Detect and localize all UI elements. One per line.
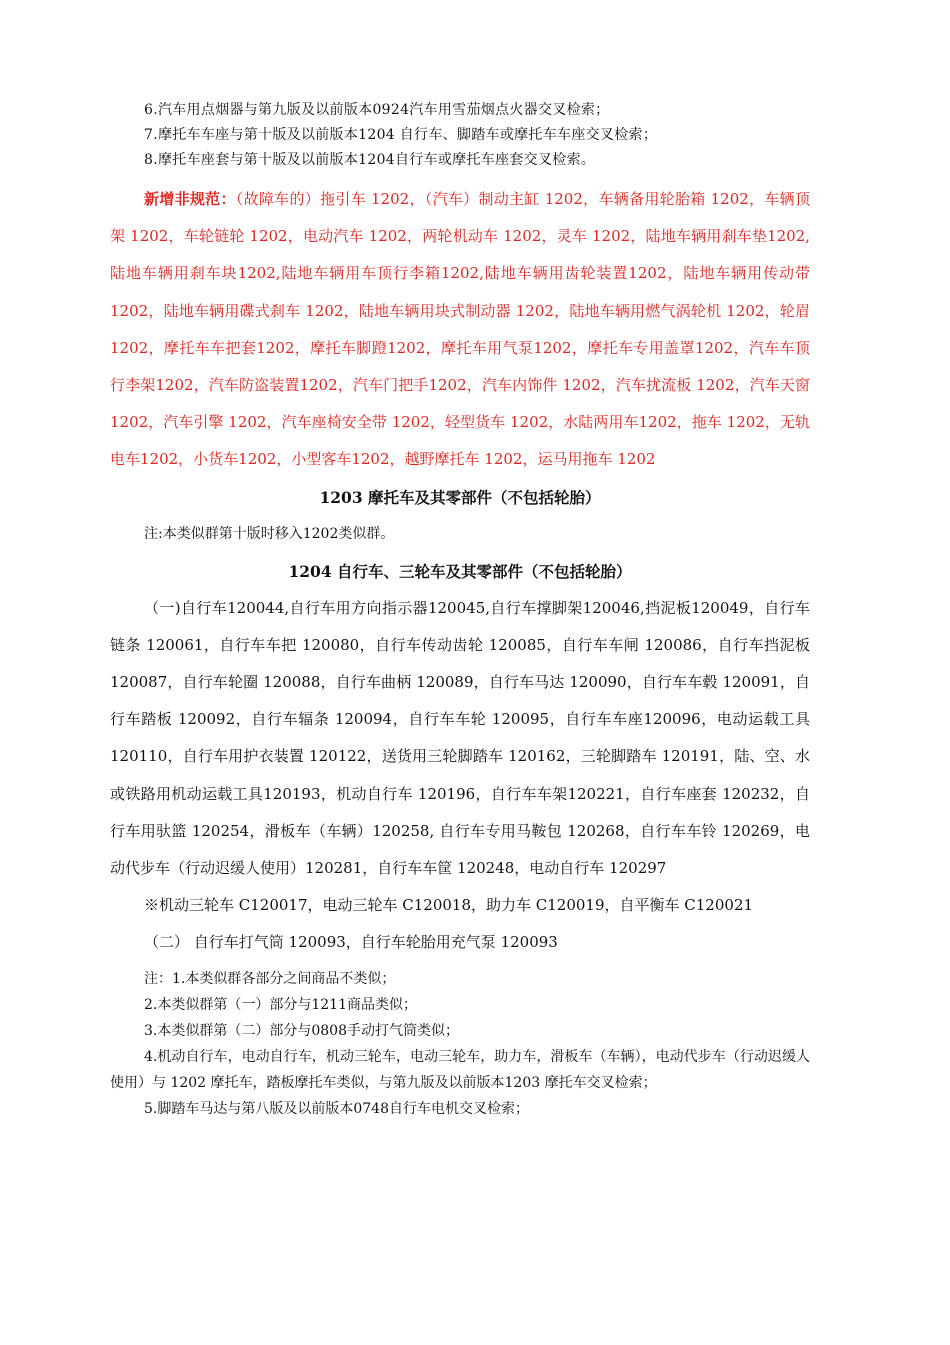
section-1204-heading: 1204 自行车、三轮车及其零部件（不包括轮胎） bbox=[288, 561, 632, 581]
section-1204-note-4: 4.机动自行车，电动自行车，机动三轮车，电动三轮车，助力车，滑板车（车辆），电动代步车（行动迟缓人使用）与 1202 摩托车，踏板摩托车类似，与第九版及以前版本1203 摩托车交叉检索； bbox=[110, 1048, 810, 1091]
section-1204-part2: （二） 自行车打气筒 120093，自行车轮胎用充气泵 120093 bbox=[144, 933, 558, 952]
note-line-8: 8.摩托车座套与第十版及以前版本1204自行车或摩托车座套交叉检索。 bbox=[144, 152, 596, 168]
note-line-6: 6.汽车用点烟器与第九版及以前版本0924汽车用雪茄烟点火器交叉检索； bbox=[144, 102, 610, 118]
note-line-7: 7.摩托车车座与第十版及以前版本1204 自行车、脚踏车或摩托车车座交叉检索； bbox=[144, 127, 658, 143]
section-1204-part1: （一)自行车120044,自行车用方向指示器120045,自行车撑脚架120046,挡泥板120049，自行车链条 120061，自行车车把 120080，自行车传动齿轮 120085，自行车车闸 120086，自行车挡泥板 120087，自行车轮圈 120088，自行车曲柄 120089，自行车马达 120090，自行车车毂 120091，自行车踏板 120092，自行车辐条 120094，自行车车轮 120095，自行车车座120096，电动运载工具 120110，自行车用护衣装置 120122，送货用三轮脚踏车 120162，三轮脚踏车 120191，陆、空、水或铁路用机动运载工具120193，机动自行车 120196，自行车车架120221，自行车座套 120232，自行车用驮篮 120254，滑板车（车辆）120258, 自行车专用马鞍包 120268，自行车车铃 120269，电动代步车（行动迟缓人使用）120281，自行车车筐 120248，电动自行车 120297 bbox=[110, 598, 810, 878]
new-nonstandard-items bbox=[110, 181, 810, 479]
page-content bbox=[110, 98, 810, 1122]
section-1204-special-items: ※机动三轮车 C120017，电动三轮车 C120018，助力车 C120019，自平衡车 C120021 bbox=[144, 896, 754, 915]
new-nonstandard-text: （故障车的）拖引车 1202，（汽车）制动主缸 1202，车辆备用轮胎箱 1202，车辆顶架 1202，车轮链轮 1202，电动汽车 1202，两轮机动车 1202，灵车 1202，陆地车辆用刹车垫1202,陆地车辆用刹车块1202,陆地车辆用车顶行李箱1202,陆地车辆用齿轮装置1202，陆地车辆用传动带 1202，陆地车辆用碟式刹车 1202，陆地车辆用块式制动器 1202，陆地车辆用燃气涡轮机 1202，轮眉 1202，摩托车车把套1202，摩托车脚蹬1202，摩托车用气泵1202，摩托车专用盖罩1202，汽车车顶行李架1202，汽车防盗装置1202，汽车门把手1202，汽车内饰件 1202，汽车扰流板 1202，汽车天窗 1202，汽车引擎 1202，汽车座椅安全带 1202，轻型货车 1202，水陆两用车1202，拖车 1202，无轨电车1202，小货车1202，小型客车1202，越野摩托车 1202，运马用拖车 1202 bbox=[110, 190, 810, 469]
section-1204-note-5: 5.脚踏车马达与第八版及以前版本0748自行车电机交叉检索； bbox=[144, 1100, 529, 1117]
section-1204-note-1: 注：1.本类似群各部分之间商品不类似； bbox=[144, 970, 396, 987]
section-1204-note-2: 2.本类似群第（一）部分与1211商品类似； bbox=[144, 996, 417, 1013]
section-1204-note-3: 3.本类似群第（二）部分与0808手动打气筒类似； bbox=[144, 1022, 459, 1039]
section-1203-heading: 1203 摩托车及其零部件（不包括轮胎） bbox=[319, 487, 601, 507]
new-nonstandard-label: 新增非规范： bbox=[144, 190, 236, 208]
section-1203-note: 注:本类似群第十版时移入1202类似群。 bbox=[144, 525, 395, 542]
